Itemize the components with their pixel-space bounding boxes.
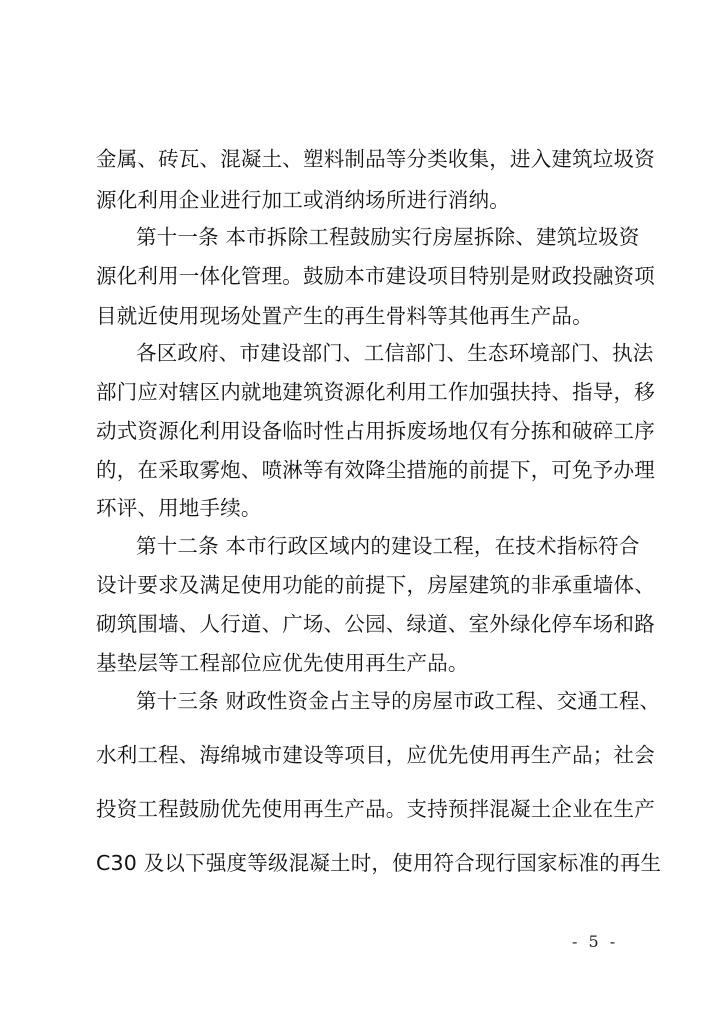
district-paragraph-line-3: 动式资源化利用设备临时性占用拆废场地仅有分拣和破碎工序	[96, 419, 655, 443]
article-12-line-3: 砌筑围墙、人行道、广场、公园、绿道、室外绿化停车场和路	[96, 612, 655, 636]
article-13-line-3: 投资工程鼓励优先使用再生产品。支持预拌混凝土企业在生产	[96, 797, 655, 821]
district-paragraph-line-1: 各区政府、市建设部门、工信部门、生态环境部门、执法	[136, 341, 654, 365]
article-11-line-3: 目就近使用现场处置产生的再生骨料等其他再生产品。	[96, 304, 593, 328]
article-11-line-2: 源化利用一体化管理。鼓励本市建设项目特别是财政投融资项	[96, 264, 655, 288]
district-paragraph-line-5: 环评、用地手续。	[96, 496, 262, 520]
page-number: - 5 -	[572, 932, 619, 951]
article-13-line-1: 第十三条 财政性资金占主导的房屋市政工程、交通工程、	[136, 689, 661, 713]
district-paragraph-line-4: 的，在采取雾炮、喷淋等有效降尘措施的前提下，可免予办理	[96, 458, 655, 482]
paragraph-line-2: 源化利用企业进行加工或消纳场所进行消纳。	[96, 188, 510, 212]
article-13-line-4: C30 及以下强度等级混凝土时，使用符合现行国家标准的再生	[96, 851, 662, 875]
article-13-line-2: 水利工程、海绵城市建设等项目，应优先使用再生产品；社会	[96, 743, 655, 767]
district-paragraph-line-2: 部门应对辖区内就地建筑资源化利用工作加强扶持、指导，移	[96, 380, 655, 404]
article-12-line-4: 基垫层等工程部位应优先使用再生产品。	[96, 651, 469, 675]
paragraph-line-1: 金属、砖瓦、混凝土、塑料制品等分类收集，进入建筑垃圾资	[96, 147, 655, 171]
article-12-line-2: 设计要求及满足使用功能的前提下，房屋建筑的非承重墙体、	[96, 573, 655, 597]
article-12-line-1: 第十二条 本市行政区域内的建设工程，在技术指标符合	[136, 534, 640, 558]
article-11-line-1: 第十一条 本市拆除工程鼓励实行房屋拆除、建筑垃圾资	[136, 225, 640, 249]
